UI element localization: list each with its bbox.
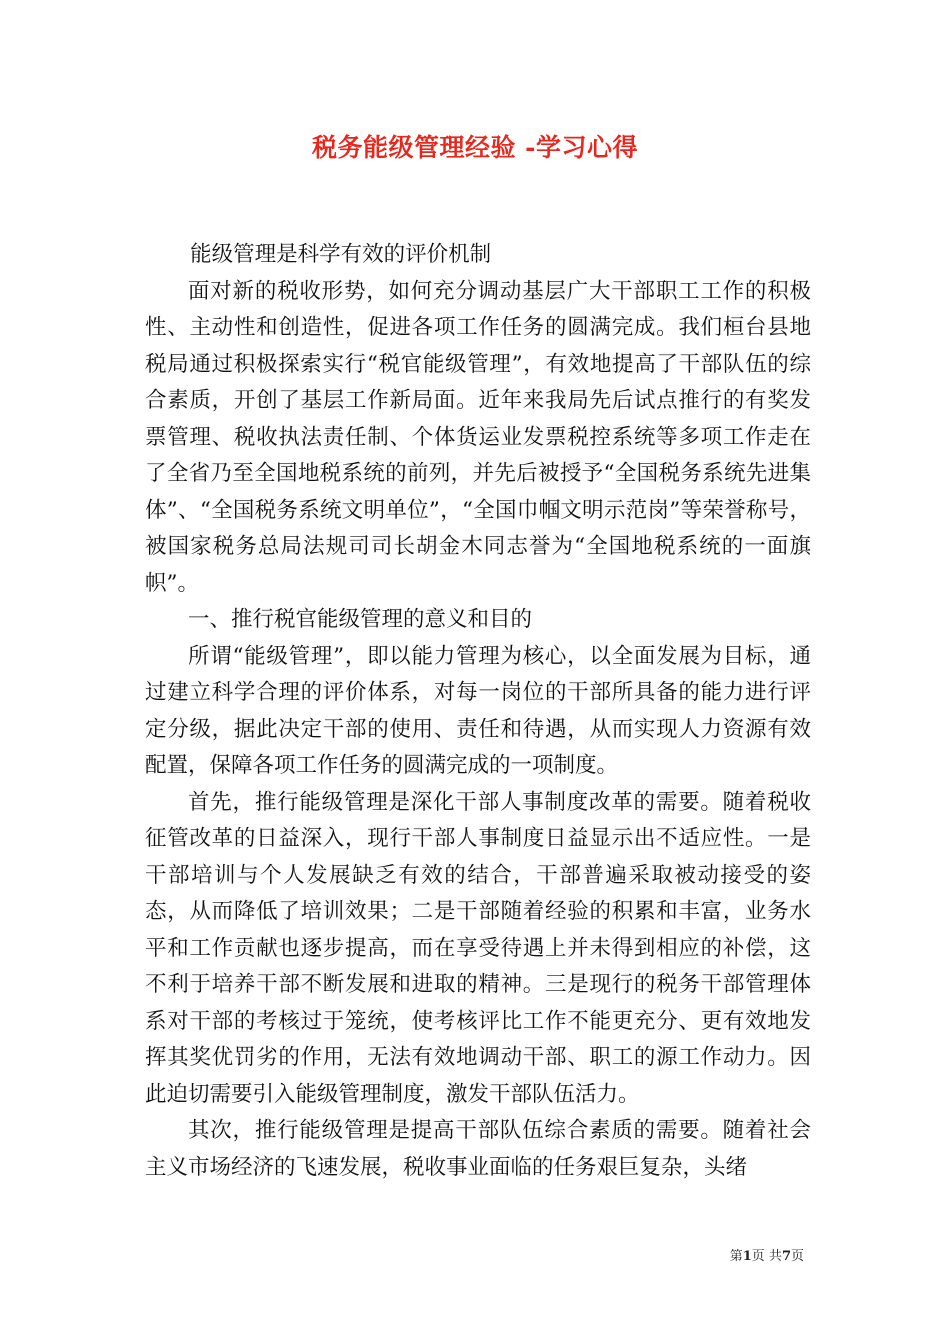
document-title: 税务能级管理经验 -学习心得 [311, 133, 639, 162]
paragraph-first-reason: 首先，推行能级管理是深化干部人事制度改革的需要。随着税收征管改革的日益深入，现行干部人事制度日益显示出不适应性。一是干部培训与个人发展缺乏有效的结合，干部普遍采取被动接受的姿态，从而降低了培训效果；二是干部随着经验的积累和丰富，业务水平和工作贡献也逐步提高，而在享受待遇上并未得到相应的补偿，这不利于培养干部不断发展和进取的精神。三是现行的税务干部管理体系对干部的考核过于笼统，使考核评比工作不能更充分、更有效地发挥其奖优罚劣的作用，无法有效地调动干部、职工的源工作动力。因此迫切需要引入能级管理制度，激发干部队伍活力。 [145, 789, 811, 1107]
paragraph-intro: 面对新的税收形势，如何充分调动基层广大干部职工工作的积极性、主动性和创造性，促进各项工作任务的圆满完成。我们桓台县地税局通过积极探索实行“税官能级管理”，有效地提高了干部队伍的综合素质，开创了基层工作新局面。近年来我局先后试点推行的有奖发票管理、税收执法责任制、个体货运业发票税控系统等多项工作走在了全省乃至全国地税系统的前列，并先后被授予“全国税务系统先进集体”、“全国税务系统文明单位”，“全国巾帼文明示范岗”等荣誉称号，被国家税务总局法规司司长胡金木同志誉为“全国地税系统的一面旗帜”。 [145, 278, 811, 596]
document-body [145, 237, 811, 1186]
paragraph-second-reason: 其次，推行能级管理是提高干部队伍综合素质的需要。随着社会主义市场经济的飞速发展，税收事业面临的任务艰巨复杂，头绪 [145, 1118, 811, 1180]
page-footer [730, 1248, 804, 1266]
footer-current-page: 1 [742, 1249, 752, 1264]
paragraph-subtitle: 能级管理是科学有效的评价机制 [190, 242, 492, 267]
footer-middle: 页 共 [751, 1249, 782, 1264]
footer-suffix: 页 [790, 1249, 804, 1264]
footer-total-pages: 7 [781, 1249, 791, 1264]
section-heading-1: 一、推行税官能级管理的意义和目的 [188, 607, 533, 632]
paragraph-definition: 所谓“能级管理”，即以能力管理为核心，以全面发展为目标，通过建立科学合理的评价体系，对每一岗位的干部所具备的能力进行评定分级，据此决定干部的使用、责任和待遇，从而实现人力资源有效配置，保障各项工作任务的圆满完成的一项制度。 [145, 643, 811, 778]
footer-prefix: 第 [729, 1249, 743, 1264]
